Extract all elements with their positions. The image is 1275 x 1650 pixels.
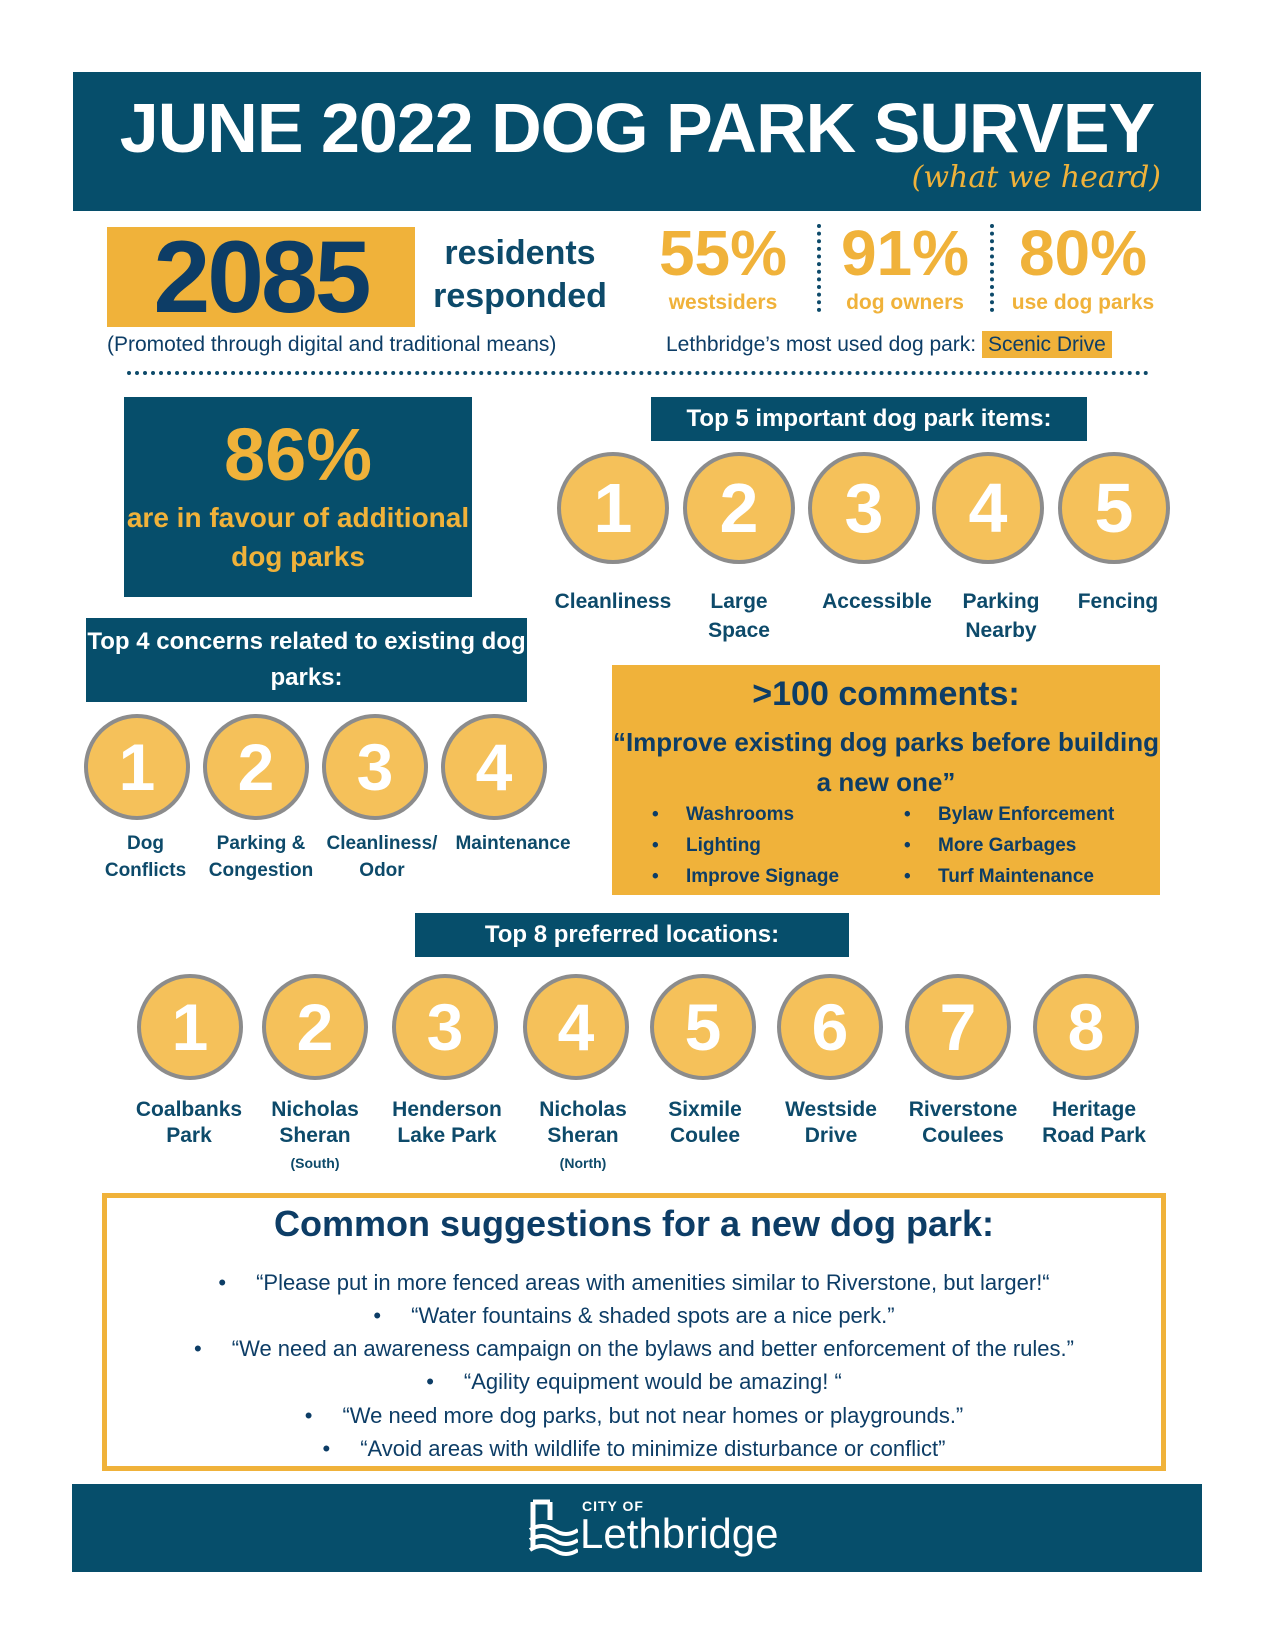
location-circle-2: 2 [262,974,368,1080]
suggestion-item: • “Avoid areas with wildlife to minimize disturbance or conflict” [322,1436,946,1461]
suggestions-title: Common suggestions for a new dog park: [273,1203,995,1244]
concern-circle-1: 1 [84,714,190,820]
location-circle-1: 1 [137,974,243,1080]
top5-circle-4: 4 [932,452,1044,564]
concerns-title: Top 4 concerns related to existing dog parks: [86,618,527,702]
stat-dog-owners-value: 91% [840,217,970,289]
suggestion-item: • “We need more dog parks, but not near homes or playgrounds.” [304,1403,964,1428]
list-item: • Bylaw Enforcement [922,799,1160,830]
stat-dog-owners-label: dog owners [846,291,964,314]
stat-westsiders-value: 55% [658,217,788,289]
location-label-1: Coalbanks Park [135,1098,243,1147]
location-label-2: Nicholas Sheran [271,1098,359,1147]
top5-circle-3: 3 [808,452,920,564]
location-label-6: Westside Drive [785,1098,877,1147]
location-label-7: Riverstone Coulees [908,1098,1018,1147]
comments-title: >100 comments: [752,675,1020,713]
logo-city-of: CITY OF [582,1498,644,1514]
location-label-3: Henderson Lake Park [392,1098,502,1147]
stat-westsiders-label: westsiders [668,291,778,314]
location-circle-8: 8 [1033,974,1139,1080]
divider [817,224,821,312]
list-item: • Washrooms [670,799,898,830]
suggestion-text: “Please put in more fenced areas with amenities similar to Riverstone, but larger!“ [256,1270,1050,1295]
city-logo-icon [528,1498,578,1563]
most-used-value: Scenic Drive [982,331,1112,358]
suggestion-item: • “Agility equipment would be amazing! “ [426,1369,842,1394]
top5-title: Top 5 important dog park items: [651,397,1087,441]
concern-label-3: Cleanliness/ Odor [326,833,438,881]
top5-circle-2: 2 [683,452,795,564]
suggestion-item: • “Water fountains & shaded spots are a nice perk.” [373,1303,895,1328]
stat-use-parks-label: use dog parks [1011,291,1155,314]
locations-title: Top 8 preferred locations: [415,913,849,957]
suggestion-text: “We need an awareness campaign on the bylaws and better enforcement of the rules.” [231,1336,1074,1361]
comments-list-left [648,799,898,892]
suggestion-text: “Avoid areas with wildlife to minimize disturbance or conflict” [360,1436,946,1461]
top5-label-2: Large Space [708,590,770,642]
stat-use-parks-value: 80% [1018,217,1148,289]
top5-circle-5: 5 [1058,452,1170,564]
header-banner [73,72,1201,211]
concern-circle-3: 3 [322,714,428,820]
page-title: JUNE 2022 DOG PARK SURVEY [119,89,1155,167]
respondents-label: residents responded [433,234,607,315]
most-used-park [666,333,1112,357]
location-circle-4: 4 [523,974,629,1080]
comments-list-right [900,799,1160,892]
location-circle-6: 6 [777,974,883,1080]
list-item: • Turf Maintenance [922,861,1160,892]
respondents-count: 2085 [153,220,369,334]
favour-text: are in favour of additional dog parks [126,502,470,572]
location-circle-3: 3 [392,974,498,1080]
concern-circle-2: 2 [203,714,309,820]
top5-circle-1: 1 [557,452,669,564]
location-circle-7: 7 [905,974,1011,1080]
favour-value: 86% [223,413,373,496]
most-used-label: Lethbridge’s most used dog park: [666,333,977,356]
location-label-8: Heritage Road Park [1042,1098,1146,1147]
comments-quote: “Improve existing dog parks before building a new one” [612,727,1160,797]
top5-label-4: Parking Nearby [962,590,1040,642]
promo-note: (Promoted through digital and traditional means) [107,333,557,356]
concern-label-4: Maintenance [455,833,571,854]
suggestion-item: • “Please put in more fenced areas with amenities similar to Riverstone, but larger!“ [218,1270,1050,1295]
suggestion-item: • “We need an awareness campaign on the bylaws and better enforcement of the rules.” [194,1336,1074,1361]
suggestion-text: “Water fountains & shaded spots are a nice perk.” [411,1303,895,1328]
list-item: • More Garbages [922,830,1160,861]
location-label-5: Sixmile Coulee [668,1098,742,1147]
page-subtitle: (what we heard) [911,160,1161,195]
top5-label-3: Accessible [822,590,932,613]
concern-label-2: Parking & Congestion [208,833,314,881]
divider [990,224,994,312]
top5-label-1: Cleanliness [554,590,672,613]
dotted-divider [127,371,1149,375]
location-label-4: Nicholas Sheran [539,1098,627,1147]
top5-label-5: Fencing [1077,590,1159,613]
location-sub-2: (South) [290,1155,340,1171]
suggestion-text: “We need more dog parks, but not near homes or playgrounds.” [342,1403,964,1428]
list-item: • Lighting [670,830,898,861]
location-circle-5: 5 [650,974,756,1080]
concern-circle-4: 4 [441,714,547,820]
suggestion-text: “Agility equipment would be amazing! “ [463,1369,842,1394]
list-item: • Improve Signage [670,861,898,892]
concern-label-1: Dog Conflicts [104,833,187,881]
logo-city-name: Lethbridge [580,1510,779,1557]
location-sub-4: (North) [559,1155,607,1171]
